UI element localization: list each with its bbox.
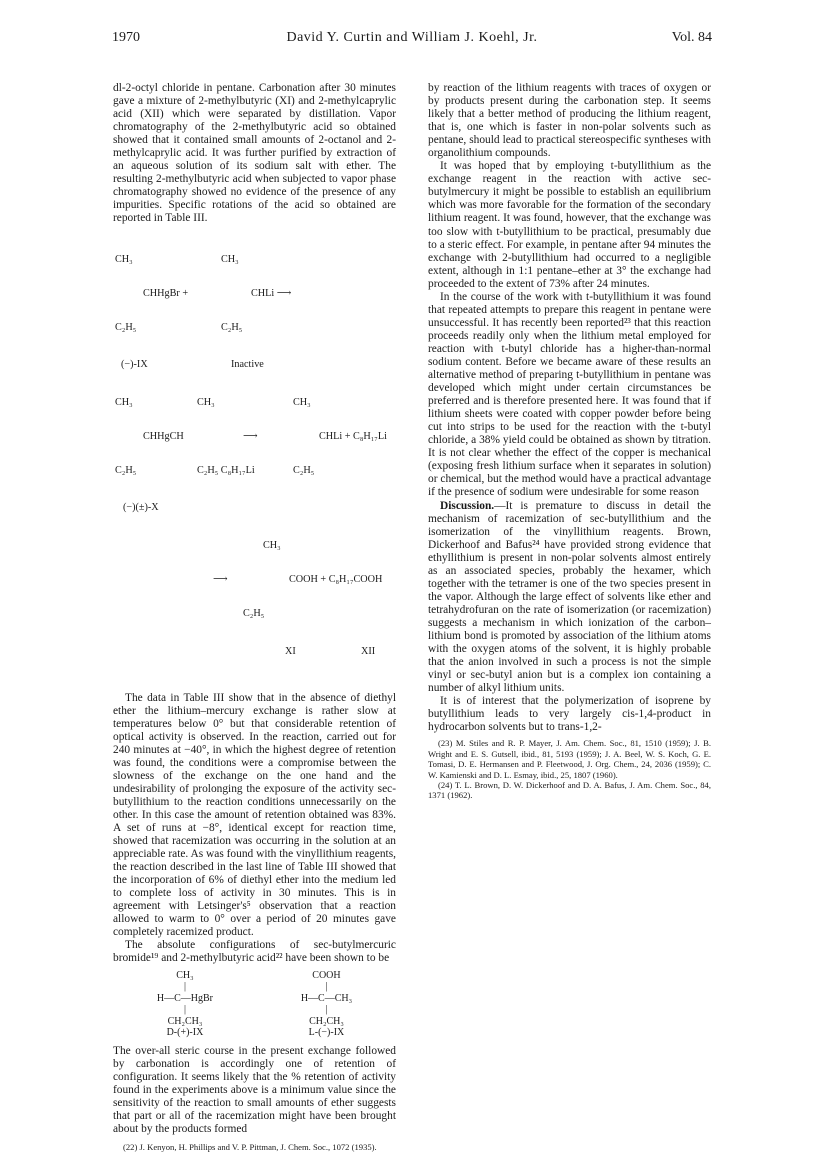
footnote-24: (24) T. L. Brown, D. W. Dickerhoof and D. A. Bafus, J. Am. Chem. Soc., 84, 1371 (1962). — [428, 779, 711, 801]
scheme-text: CHHgBr + — [143, 287, 189, 299]
scheme-text: CH₃ — [221, 253, 239, 265]
paragraph: The over-all steric course in the present exchange followed by carbonation is accordingly one of retention of configuration. It seems likely that the % retention of activity found in the experiments above is a minimum value since the sensitivity of the reaction to small amounts of ether suggests that part or all of the racemization might have been brought about by the products formed — [113, 1044, 396, 1135]
paragraph-text: —It is premature to discuss in detail the mechanism of racemization of sec-butyllithium and the isomerization of the vinyllithium reagents. Brown, Dickerhoof and Bafus²⁴ have provided strong evidence that ethyllithium is present in non-polar solvents almost entirely as an associated species, probably the hexamer, which together with the tetramer is one of the two species present in the vapor. Although the large effect of solvents like ether and tetrahydrofuran on the rate of isomerization (or racemization) suggests a mechanism in which ionization of the carbon–lithium bond is promoted by association of the lithium atoms with the oxygen atoms of the solvent, it is highly probable that the anion involved in such a process is not the simple vinyl or sec-butyl anion but is a complex ion containing a number of alkyl lithium units. — [428, 499, 711, 695]
structure-xi: COOH | H—C—CH₃ | CH₂CH₃ L-(−)-IX — [300, 969, 353, 1038]
section-heading: Discussion. — [440, 499, 495, 512]
scheme-text: CHLi ⟶ — [251, 287, 292, 299]
scheme-text: C₂H₅ — [243, 607, 265, 619]
scheme-text: CH₃ — [263, 539, 281, 551]
right-column — [428, 82, 711, 801]
paragraph: In the course of the work with t-butyllithium it was found that repeated attempts to prepare this reagent in pentane were unsuccessful. It has recently been reported²³ that this reaction proceeds readily only when the lithium metal employed for reaction with t-butyl chloride has a higher-than-normal sodium content. Before we became aware of these results an alternative method of preparing t-butyllithium in pentane was developed which might under certain circumstances be preferred and is therefore presented here. It was found that if lithium sheets were coated with copper powder before being cut into strips to be used for the reaction with the t-butyl chloride, a 38% yield could be obtained as shown by titration. It is not clear whether the effect of the copper is mechanical (exposing fresh lithium surface when it separates in solution) or chemical, but the method would have a practical advantage if the presence of sodium were undesirable for some reason — [428, 290, 711, 499]
footnote-23: (23) M. Stiles and R. P. Mayer, J. Am. Chem. Soc., 81, 1510 (1959); J. B. Wright and E. S. Gutsell, ibid., 81, 5193 (1959); J. A. Beel, W. S. Koch, G. E. Tomasi, D. E. Hermansen and P. Fleetwood, J. Org. Chem., 24, 2036 (1959); C. W. Kamienski and D. L. Esmay, ibid., 25, 1807 (1960). — [428, 738, 711, 780]
scheme-text: C₂H₅ — [115, 464, 137, 476]
scheme-text: (−)-IX — [121, 358, 148, 370]
paragraph: by reaction of the lithium reagents with traces of oxygen or by products present during the carbonation step. It seems likely that a better method of producing the lithium reagent, that is, one which is faster in non-polar solvents such as pentane, should lead to practical stereospecific syntheses with organolithium compounds. — [428, 82, 711, 160]
scheme-text: CH₃ — [197, 396, 215, 408]
left-column — [113, 82, 396, 1152]
reaction-scheme — [113, 230, 396, 686]
scheme-text: C₂H₅ — [115, 321, 137, 333]
scheme-text: XII — [361, 645, 376, 657]
scheme-text: C₂H₅ — [293, 464, 315, 476]
footnote-22: (22) J. Kenyon, H. Phillips and V. P. Pittman, J. Chem. Soc., 1072 (1935). — [123, 1141, 377, 1152]
running-authors: David Y. Curtin and William J. Koehl, Jr. — [286, 30, 538, 45]
paragraph: The absolute configurations of sec-butylmercuric bromide¹⁹ and 2-methylbutyric acid²² have been shown to be — [113, 939, 396, 965]
paragraph: It is of interest that the polymerization of isoprene by butyllithium leads to very largely cis-1,4-product in hydrocarbon solvents but to trans-1,2- — [428, 695, 711, 734]
scheme-text: CH₃ — [115, 396, 133, 408]
footnotes — [113, 1142, 396, 1152]
scheme-text: CHLi + C₈H₁₇Li — [319, 430, 387, 442]
scheme-text: Inactive — [231, 358, 264, 370]
discussion-paragraph — [428, 500, 711, 696]
scheme-text: COOH + C₈H₁₇COOH — [289, 573, 383, 585]
page-header — [112, 30, 712, 52]
structure-ix: CH₃ | H—C—HgBr | CH₂CH₃ D-(+)-IX — [156, 969, 214, 1038]
paragraph: The data in Table III show that in the absence of diethyl ether the lithium–mercury exchange is rather slow at temperatures below 0° but that considerable retention of optical activity is observed. In the reaction, carried out for 240 minutes at −40°, in which the highest degree of retention was found, the conditions were a compromise between the slowness of the exchange on the one hand and the undesirability of prolonging the exposure of the activity sec-butyllithium to the reaction conditions unnecessarily on the other. In this case the amount of retention obtained was 83%. A set of runs at −8°, identical except for reaction time, showed that racemization was occurring in the solution at an appreciable rate. As was found with the vinyllithium reagents, the reaction described in the last line of Table III showed that the incorporation of 6% of diethyl ether into the medium led to complete loss of activity in 30 minutes. This is in agreement with Letsinger's⁵ observation that a reaction allowed to warm to 0° over a period of 20 minutes gave completely racemized product. — [113, 691, 396, 939]
scheme-text: CH₃ — [293, 396, 311, 408]
scheme-text: ⟶ — [243, 430, 258, 442]
scheme-text: C₂H₅ C₈H₁₇Li — [197, 464, 255, 476]
page-number: 1970 — [112, 30, 140, 45]
scheme-text: CHHgCH — [143, 430, 184, 442]
configuration-structures — [113, 970, 396, 1039]
paragraph: dl-2-octyl chloride in pentane. Carbonation after 30 minutes gave a mixture of 2-methylbutyric (XI) and 2-methylcaprylic acid (XII) which were separated by distillation. Vapor chromatography of the 2-methylbutyric acid so obtained showed that it contained small amounts of 2-octanol and 2-methylcaprylic acid. It was further purified by extraction of an aqueous solution of its sodium salt with ether. The resulting 2-methylbutyric acid when subjected to vapor phase chromatography showed no evidence of the presence of any impurities. Specific rotations of the acid so obtained are reported in Table III. — [113, 82, 396, 225]
scheme-text: C₂H₅ — [221, 321, 243, 333]
scheme-text: ⟶ — [213, 573, 228, 585]
footnotes — [428, 738, 711, 800]
volume-label: Vol. 84 — [671, 30, 712, 45]
scheme-text: XI — [285, 645, 296, 657]
scheme-text: (−)(±)-X — [123, 501, 159, 513]
paragraph: It was hoped that by employing t-butyllithium as the exchange reagent in the reaction with active sec-butylmercury it might be possible to establish an equilibrium which was more favorable for the formation of the secondary lithium reagent. It was found, however, that the exchange was too slow with t-butyllithium to be practical, presumably due to a steric effect. For example, in pentane after 94 minutes the exchange with 2-butyllithium had occurred to a negligible extent, although in 1:1 pentane–ether at 3° the exchange had proceeded to the extent of 73% after 24 minutes. — [428, 160, 711, 290]
scheme-text: CH₃ — [115, 253, 133, 265]
